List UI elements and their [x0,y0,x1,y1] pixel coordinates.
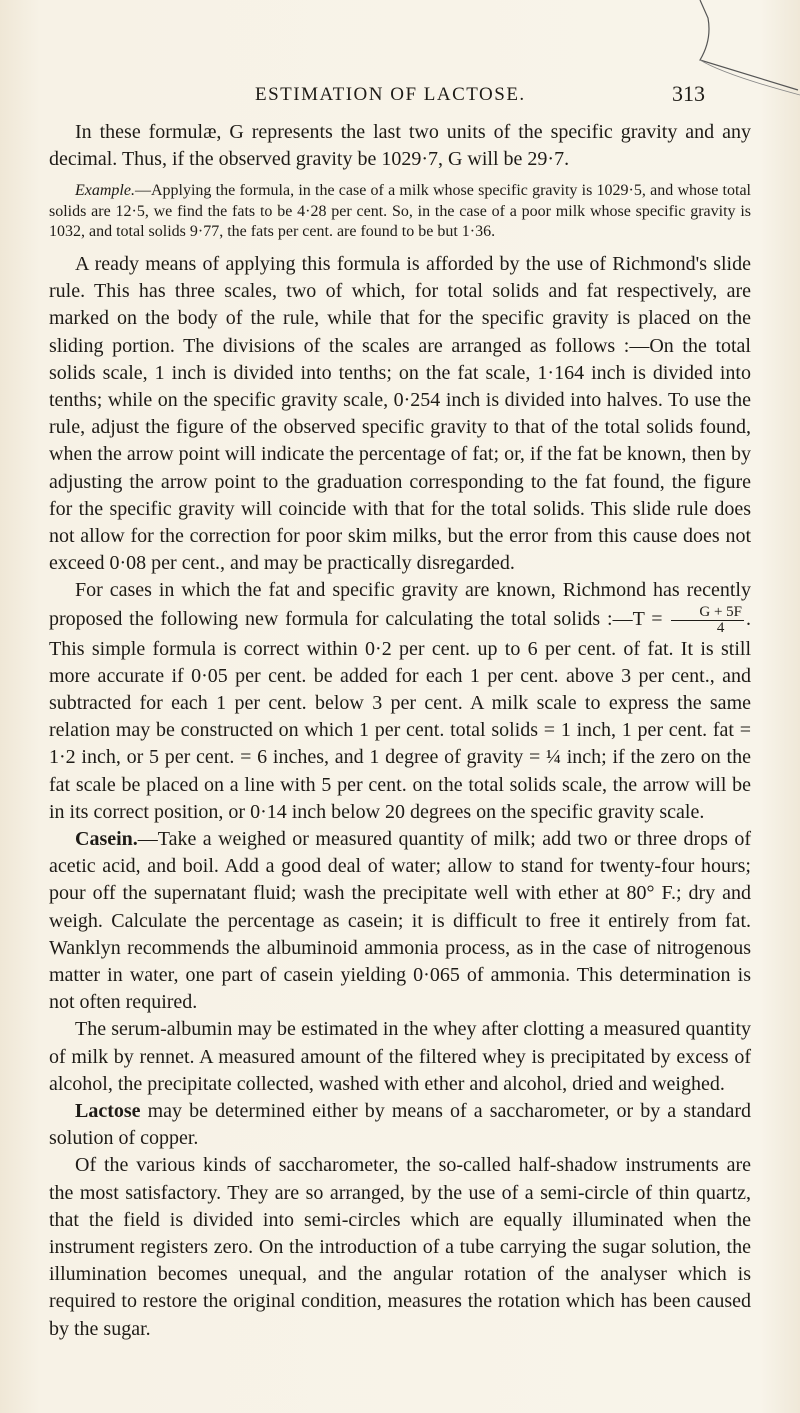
page-number: 313 [672,81,705,106]
paragraph-slide-rule: A ready means of applying this formula is afforded by the use of Richmond's slide rule. This has three scales, two of which, for total solids and fat respectively, are marked on the body of the rule, while that for the specific gravity is placed on the sliding portion. The divisions of the scales are arranged as follows :—On the total solids scale, 1 inch is divided into tenths; on the fat scale, 1·164 inch is divided into tenths; while on the specific gravity scale, 0·254 inch is divided into halves. To use the rule, adjust the figure of the observed specific gravity to that of the total solids found, when the arrow point will indicate the percentage of fat; or, if the fat be known, then by adjusting the arrow point to the graduation corresponding to the fat found, the figure for the specific gravity will coincide with that for the total solids. This slide rule does not allow for the correction for poor skim milks, but the error from this cause does not exceed 0·08 per cent., and may be practically disregarded. [49,252,751,575]
lactose-heading: Lactose [75,1100,141,1122]
paragraph-formula [49,577,751,826]
formula-denominator: 4 [716,619,725,636]
body-text [49,119,751,1343]
casein-heading: Casein. [75,827,138,850]
paragraph-saccharometer: Of the various kinds of saccharometer, the so-called half-shadow instruments are the most satisfactory. They are so arranged, by the use of a semi-circle of thin quartz, that the field is divided into semi-circles which are equally illuminated when the instrument registers zero. On the introduction of a tube carrying the sugar solution, the illumination becomes unequal, and the angular rotation of the analyser which is required to restore the original condition, measures the rotation which has been caused by the sugar. [49,1154,751,1340]
example-label: Example. [75,182,135,200]
formula-lead-text: For cases in which the fat and specific gravity are known, Richmond has recently proposed the following new formula for calculating the total solids :—T = [49,579,751,630]
casein-text: —Take a weighed or measured quantity of milk; add two or three drops of acetic acid, and boil. Add a good deal of water; allow to stand for twenty-four hours; pour off the supernatant fluid; wash the precipitate well with ether at 80° F.; dry and weigh. Calculate the percentage as casein; it is difficult to free it entirely from fat. Wanklyn recommends the albuminoid ammonia process, as in the case of nitrogenous matter in water, one part of casein yielding 0·065 of ammonia. This determination is not often required. [49,827,751,1014]
example-paragraph [49,181,751,243]
formula-fraction [671,605,744,636]
lactose-text: may be determined either by means of a saccharometer, or by a standard solution of copper. [49,1100,751,1150]
paragraph-casein [49,826,751,1016]
formula-trail-text: . This simple formula is correct within 0·2 per cent. up to 6 per cent. of fat. It is still more accurate if 0·05 per cent. be added for each 1 per cent. above 3 per cent., and subtracted for each 1 per cent. below 3 per cent. A milk scale to express the same relation may be constructed on which 1 per cent. total solids = 1 inch, 1 per cent. fat = 1·2 inch, or 5 per cent. = 6 inches, and 1 degree of gravity = ¼ inch; if the zero on the fat scale be placed on a line with 5 per cent. on the total solids scale, the arrow will be in its correct position, or 0·14 inch below 20 degrees on the specific gravity scale. [49,607,751,823]
formula-numerator: G + 5F [671,605,744,621]
page-header [0,81,800,114]
running-head: ESTIMATION OF LACTOSE. [255,84,526,105]
paragraph-serum-albumin: The serum-albumin may be estimated in the whey after clotting a measured quantity of milk by rennet. A measured amount of the filtered whey is precipitated by excess of alcohol, the precipitate collected, washed with ether and alcohol, dried and weighed. [49,1018,751,1095]
example-text: —Applying the formula, in the case of a milk whose specific gravity is 1029·5, and whose total solids are 12·5, we find the fats to be 4·28 per cent. So, in the case of a poor milk whose specific gravity is 1032, and total solids 9·77, the fats per cent. are found to be but 1·36. [49,182,751,241]
paragraph-formulae: In these formulæ, G represents the last two units of the specific gravity and any decimal. Thus, if the observed gravity be 1029·7, G will be 29·7. [49,121,751,171]
paragraph-lactose [49,1098,751,1152]
